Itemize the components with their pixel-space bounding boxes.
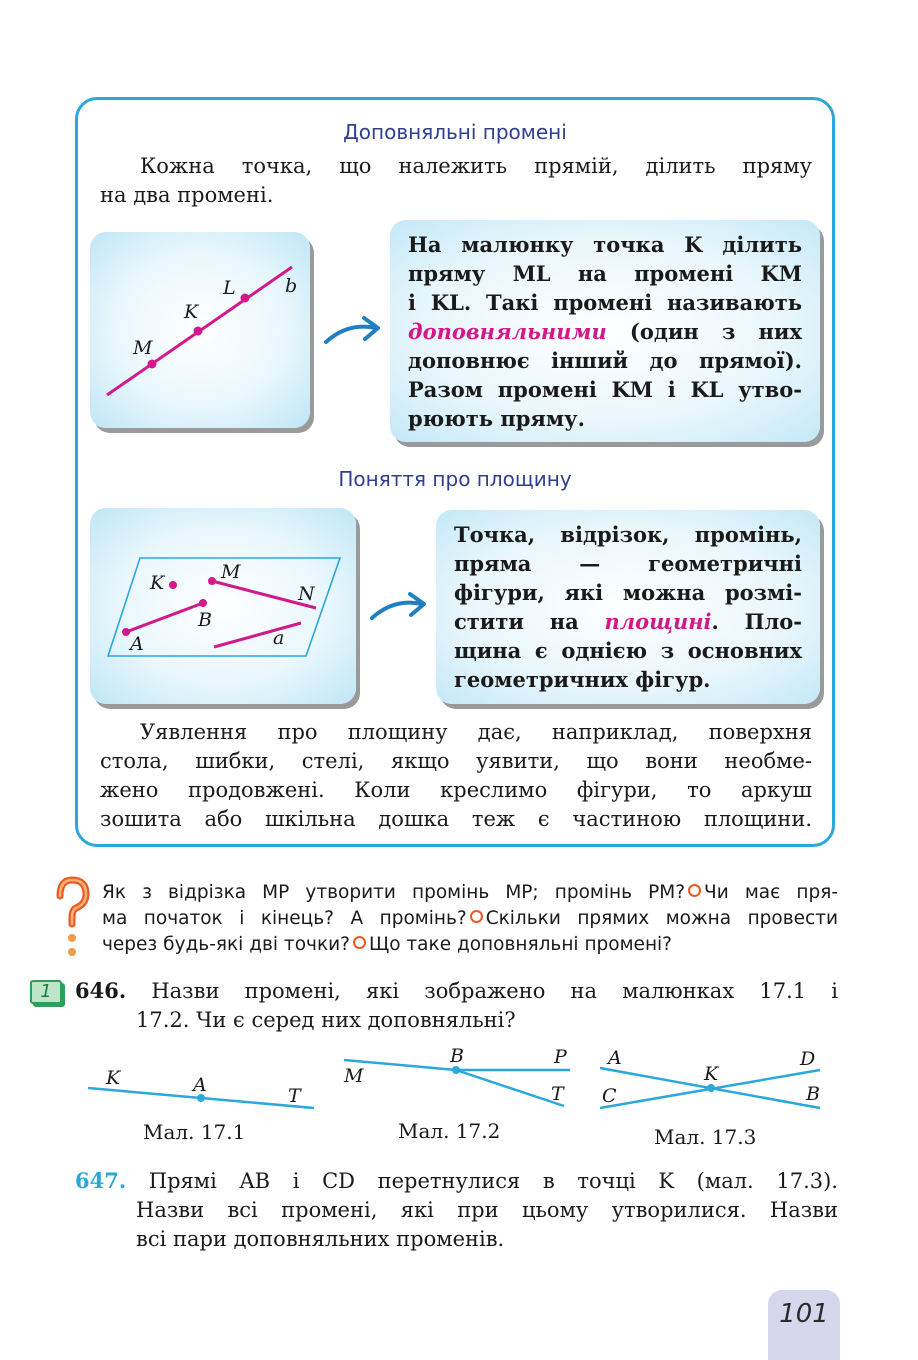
label-m: M bbox=[344, 1065, 364, 1087]
label-a: A bbox=[193, 1074, 207, 1096]
figure-17-3 bbox=[594, 1040, 834, 1116]
label-c: C bbox=[602, 1085, 617, 1107]
point-m bbox=[208, 577, 216, 585]
bullet-ring-icon bbox=[353, 936, 366, 949]
ray-bt bbox=[456, 1070, 564, 1106]
arrow-right-icon bbox=[366, 588, 432, 624]
caption-17-3: Мал. 17.3 bbox=[654, 1125, 757, 1149]
questions-block: Як з відрізка MP утворити промінь MP; промінь PM? Чи має пря- ма початок і кінець? А промінь? Скільки прямих можна провести через будь-які дві точки? Що таке доповняльні промені? bbox=[102, 882, 839, 955]
point-k bbox=[194, 327, 203, 336]
line-a bbox=[214, 623, 301, 647]
point-k bbox=[707, 1084, 715, 1092]
label-k: K bbox=[150, 572, 165, 594]
intro-paragraph: Кожна точка, що належить прямій, ділить пряму на два промені. bbox=[100, 154, 812, 207]
task-646: 646. Назви промені, які зображено на малюнках 17.1 і 17.2. Чи є серед них доповняльні? bbox=[75, 978, 838, 1032]
label-b: B bbox=[450, 1045, 464, 1067]
term-complementary: доповняльними bbox=[408, 319, 607, 344]
label-k: K bbox=[184, 301, 199, 323]
task-number-646: 646. bbox=[75, 978, 127, 1003]
task-647: 647. Прямі AB і CD перетнулися в точці K (мал. 17.3). Назви всі промені, які при цьому утворилися. Назви всі пари доповняльних променів. bbox=[75, 1168, 838, 1251]
label-a-line: a bbox=[273, 627, 285, 649]
label-n: N bbox=[298, 583, 315, 605]
term-plane: площині bbox=[604, 609, 712, 634]
label-a: A bbox=[608, 1047, 622, 1069]
label-k: K bbox=[704, 1063, 719, 1085]
caption-17-2: Мал. 17.2 bbox=[398, 1119, 501, 1143]
info-box-plane: Точка, відрізок, промінь, пряма — геометричні фігури, які можна розмі- стити на площині. Пло- щина є однією з основних геометричних фігур. bbox=[436, 510, 820, 704]
point-l bbox=[241, 294, 250, 303]
section-title-complementary-rays: Доповняльні промені bbox=[343, 120, 567, 144]
figure-plane-svg bbox=[90, 508, 356, 704]
point-b bbox=[452, 1066, 460, 1074]
label-k: K bbox=[106, 1067, 121, 1089]
info-box-complementary: На малюнку точка K ділить пряму ML на промені KM і KL. Такі промені називають доповняльними (один з них доповнює інший до прямої). Разом промені KM і KL утво- рюють пряму. bbox=[390, 220, 820, 442]
bullet-ring-icon bbox=[688, 884, 701, 897]
level-badge: 1 bbox=[30, 980, 62, 1004]
section-title-plane: Поняття про площину bbox=[338, 467, 572, 491]
page-number: 101 bbox=[768, 1290, 840, 1360]
label-d: D bbox=[800, 1048, 816, 1070]
caption-17-1: Мал. 17.1 bbox=[143, 1120, 246, 1144]
point-a bbox=[122, 628, 130, 636]
label-b: b bbox=[285, 275, 298, 297]
ray-ab bbox=[126, 603, 203, 632]
question-icon bbox=[52, 876, 92, 962]
figure-17-1 bbox=[80, 1060, 330, 1120]
task-number-647: 647. bbox=[75, 1168, 127, 1193]
point-k bbox=[169, 581, 177, 589]
label-a-point: A bbox=[130, 633, 144, 655]
label-b: B bbox=[806, 1083, 820, 1105]
figure-line-ml-svg bbox=[90, 232, 310, 428]
label-t: T bbox=[288, 1085, 301, 1107]
plane-paragraph: Уявлення про площину дає, наприклад, поверхня стола, шибки, стелі, якщо уявити, що вони необме- жено продовжені. Коли креслимо фігури, то аркуш зошита або шкільна дошка теж є частиною площини. bbox=[100, 720, 812, 831]
label-m: M bbox=[221, 561, 241, 583]
label-m: M bbox=[133, 337, 153, 359]
label-t: T bbox=[551, 1083, 564, 1105]
bullet-ring-icon bbox=[470, 910, 483, 923]
figure-plane bbox=[90, 508, 356, 704]
figure-17-2 bbox=[338, 1040, 578, 1112]
arrow-right-icon bbox=[320, 312, 386, 348]
point-m bbox=[148, 360, 157, 369]
label-b: B bbox=[198, 609, 212, 631]
point-b bbox=[199, 599, 207, 607]
label-l: L bbox=[223, 277, 236, 299]
label-p: P bbox=[554, 1046, 567, 1068]
figure-line-ml bbox=[90, 232, 310, 428]
